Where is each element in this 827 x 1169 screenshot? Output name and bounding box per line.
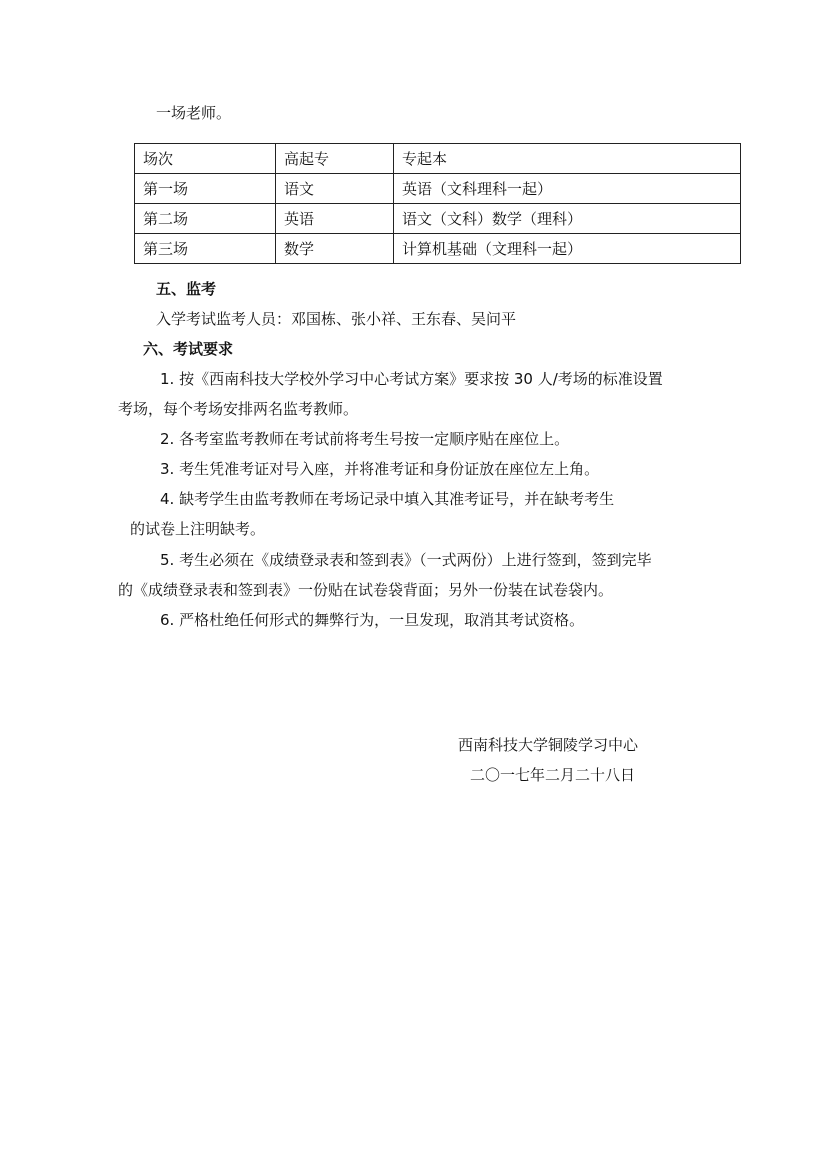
requirement-2: 2. 各考室监考教师在考试前将考生号按一定顺序贴在座位上。 <box>160 430 570 448</box>
requirement-3: 3. 考生凭准考证对号入座，并将准考证和身份证放在座位左上角。 <box>160 460 600 478</box>
requirement-1-line-2: 考场，每个考场安排两名监考教师。 <box>118 400 359 418</box>
requirement-5-line-2: 的《成绩登录表和签到表》一份贴在试卷袋背面；另外一份装在试卷袋内。 <box>118 581 614 599</box>
table-cell: 数学 <box>276 234 394 264</box>
signature-organization: 西南科技大学铜陵学习中心 <box>458 736 639 754</box>
table-row <box>135 234 741 264</box>
section-5-text: 入学考试监考人员：邓国栋、张小祥、王东春、吴问平 <box>156 310 517 328</box>
table-cell: 第一场 <box>135 174 276 204</box>
requirement-5-line-1: 5. 考生必须在《成绩登录表和签到表》（一式两份）上进行签到，签到完毕 <box>160 551 652 569</box>
table-cell: 第二场 <box>135 204 276 234</box>
table-cell: 语文 <box>276 174 394 204</box>
table-row <box>135 174 741 204</box>
table-header-cell: 专起本 <box>394 144 741 174</box>
section-5-heading: 五、监考 <box>156 280 217 298</box>
table-cell: 英语（文科理科一起） <box>394 174 741 204</box>
requirement-6: 6. 严格杜绝任何形式的舞弊行为，一旦发现，取消其考试资格。 <box>160 611 585 629</box>
signature-date: 二〇一七年二月二十八日 <box>470 766 636 784</box>
table-header-row <box>135 144 741 174</box>
table-cell: 语文（文科）数学（理科） <box>394 204 741 234</box>
table-header-cell: 高起专 <box>276 144 394 174</box>
table-cell: 第三场 <box>135 234 276 264</box>
requirement-4-line-2: 的试卷上注明缺考。 <box>130 520 266 538</box>
table-cell: 英语 <box>276 204 394 234</box>
table-row <box>135 204 741 234</box>
table-header-cell: 场次 <box>135 144 276 174</box>
section-6-heading: 六、考试要求 <box>143 340 234 358</box>
exam-schedule-table <box>134 143 741 264</box>
requirement-1-line-1: 1. 按《西南科技大学校外学习中心考试方案》要求按 30 人/考场的标准设置 <box>160 370 663 388</box>
table-cell: 计算机基础（文理科一起） <box>394 234 741 264</box>
requirement-4-line-1: 4. 缺考学生由监考教师在考场记录中填入其准考证号，并在缺考考生 <box>160 490 615 508</box>
continuation-text: 一场老师。 <box>156 104 232 122</box>
